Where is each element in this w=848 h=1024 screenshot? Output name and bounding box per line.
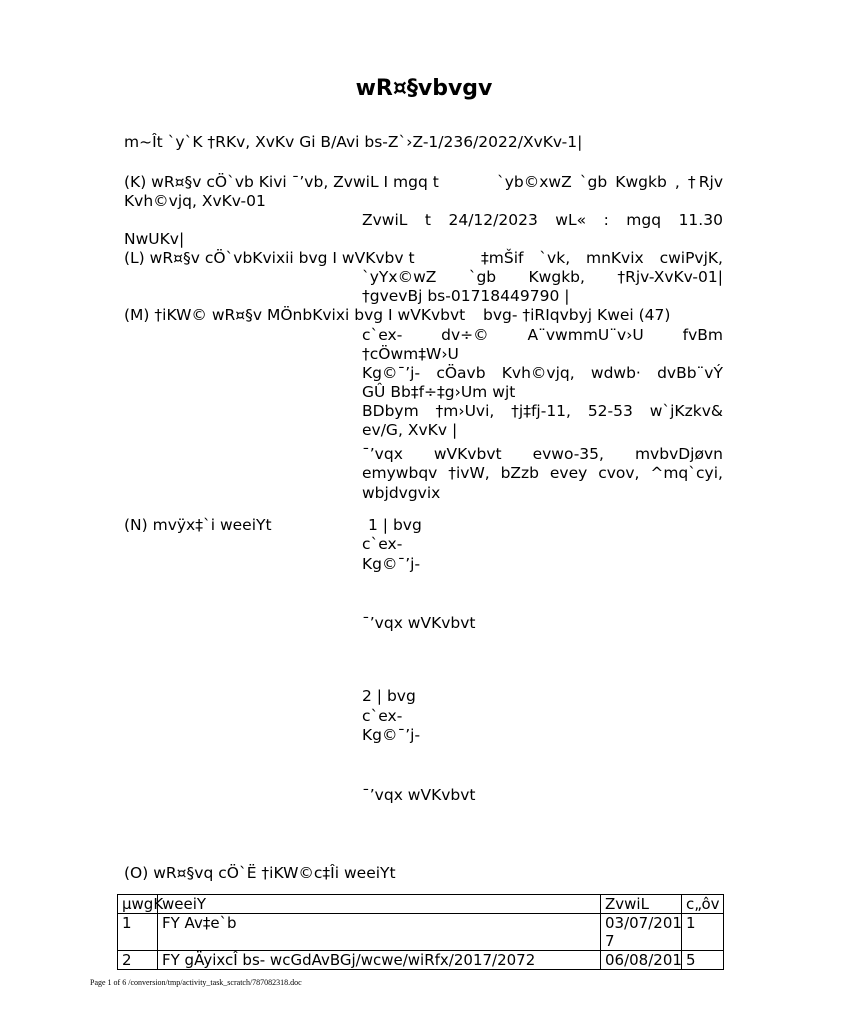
word: `vk,: [539, 249, 571, 267]
word: cÖavb: [436, 364, 486, 382]
records-table: [117, 894, 724, 970]
section-l-line1: [481, 249, 723, 268]
word: evwo-35,: [532, 445, 604, 463]
word: Bb‡f÷‡g›Um: [390, 383, 488, 401]
witness-2-address: ¯’vqx wVKvbvt: [362, 786, 476, 804]
cell-date: [601, 914, 682, 951]
reference-line: m~Ît `y`K †RKv, XvKv Gi B/Avi bs-Z`›Z-1/236/2022/XvKv-1|: [124, 133, 583, 151]
section-m-line: [362, 464, 723, 483]
word: ¯’vqx: [362, 445, 403, 463]
word: emywbqv: [362, 464, 438, 482]
date-word: :: [603, 211, 609, 229]
word: XvKv: [407, 421, 448, 439]
section-k-line2: Kvh©vjq, XvKv-01: [124, 192, 266, 210]
table-row: [118, 914, 724, 951]
word: ^mq`cyi,: [650, 464, 723, 482]
word: †j‡fj-11,: [511, 402, 571, 420]
date-part: 06/08/201: [605, 951, 682, 969]
word: c`ex-: [362, 326, 403, 344]
section-k-label: (K) wR¤§v cÖ`vb Kivi ¯’vb, ZvwiL I mgq t: [124, 173, 439, 191]
word: †m›Uvi,: [435, 402, 495, 420]
word: BDbym: [362, 402, 419, 420]
date-part: 7: [605, 932, 615, 950]
word: `yYx©wZ: [362, 268, 437, 286]
witness-2-designation: c`ex-: [362, 707, 403, 725]
witness-1-address: ¯’vqx wVKvbvt: [362, 614, 476, 632]
cell-serial: 2: [118, 951, 158, 970]
table-header-row: [118, 895, 724, 914]
section-l-label: (L) wR¤§v cÖ`vbKvixii bvg I wVKvbv t: [124, 249, 415, 267]
word: cwiPvjK,: [659, 249, 723, 267]
word: ev/G,: [362, 421, 403, 439]
section-m-rest: bvg- †iRIqvbyj Kwei (47): [483, 306, 671, 324]
date-word: t: [424, 211, 431, 229]
witness-2-name: 2 | bvg: [362, 687, 416, 705]
section-o-label: (O) wR¤§vq cÖ`Ë †iKW©c‡Îi weeiYt: [124, 864, 396, 882]
witness-1-workplace: Kg©¯’j-: [362, 555, 421, 573]
section-m-line: [362, 364, 723, 383]
word: wVKvbvt: [433, 445, 502, 463]
header-description: weeiY: [158, 895, 601, 914]
word: `gb: [468, 268, 497, 286]
word: †Rjv-XvKv-01|: [617, 268, 723, 286]
word: cvov,: [598, 464, 640, 482]
word: Kwgkb,: [528, 268, 585, 286]
word: w`jKzkv&: [649, 402, 723, 420]
section-m-line: wbjdvgvix: [362, 484, 441, 502]
word: wjt: [492, 383, 516, 401]
word: mvbvDjøvn: [634, 445, 723, 463]
section-m-line: [362, 421, 457, 440]
word: 52-53: [587, 402, 633, 420]
section-l-mobile: †gvevBj bs-01718449790 |: [362, 287, 570, 305]
section-m-line: [362, 445, 723, 464]
section-k-date-line: [362, 211, 723, 230]
page-title: wR¤§vbvgv: [355, 76, 493, 101]
word: fvBm: [682, 326, 723, 344]
word: dvBb¨vÝ: [657, 364, 723, 382]
word: Kvh©vjq,: [501, 364, 575, 382]
cell-description: FY Av‡e`b: [158, 914, 601, 951]
header-date: ZvwiL: [601, 895, 682, 914]
word: dv÷©: [441, 326, 489, 344]
date-word: mgq: [626, 211, 662, 229]
section-l-line2: [362, 268, 723, 287]
word: wdwb·: [590, 364, 641, 382]
word: A¨vwmmU¨v›U: [527, 326, 644, 344]
section-n-label: (N) mvÿx‡`i weeiYt: [124, 516, 272, 534]
section-m-line: [362, 402, 723, 421]
cell-pages: 1: [682, 914, 724, 951]
word: |: [452, 421, 458, 439]
date-part: 03/07/201: [605, 914, 682, 932]
table-row: [118, 951, 724, 970]
word: †ivW,: [448, 464, 490, 482]
section-m-label: (M) †iKW© wR¤§v MÖnbKvixi bvg I wVKvbvt: [124, 306, 466, 324]
header-serial: µwgK: [118, 895, 158, 914]
section-m-line: [362, 383, 515, 402]
word: ‡mŠif: [481, 249, 524, 267]
date-word: 11.30: [678, 211, 723, 229]
header-pages: c„ôv: [682, 895, 724, 914]
word: Kg©¯’j-: [362, 364, 421, 382]
witness-1-designation: c`ex-: [362, 535, 403, 553]
date-word: ZvwiL: [362, 211, 408, 229]
section-k-time-cont: NwUKv|: [124, 230, 185, 248]
cell-date: [601, 951, 682, 970]
date-word: wL«: [555, 211, 587, 229]
section-k-rest: `yb©xwZ `gb Kwgkb , †Rjv: [497, 173, 723, 191]
cell-description: FY gÄyixcÎ bs- wcGdAvBGj/wcwe/wiRfx/2017/2072: [158, 951, 601, 970]
page-footer: Page 1 of 6 /conversion/tmp/activity_task_scratch/787082318.doc: [90, 978, 302, 987]
word: mnKvix: [585, 249, 644, 267]
section-m-line: †cÖwm‡W›U: [362, 345, 459, 363]
witness-1-name: 1 | bvg: [368, 516, 422, 534]
cell-serial: 1: [118, 914, 158, 951]
word: GÛ: [362, 383, 386, 401]
cell-pages: 5: [682, 951, 724, 970]
word: bZzb: [500, 464, 540, 482]
section-m-line: [362, 326, 723, 345]
witness-2-workplace: Kg©¯’j-: [362, 726, 421, 744]
date-word: 24/12/2023: [448, 211, 538, 229]
word: evey: [549, 464, 588, 482]
